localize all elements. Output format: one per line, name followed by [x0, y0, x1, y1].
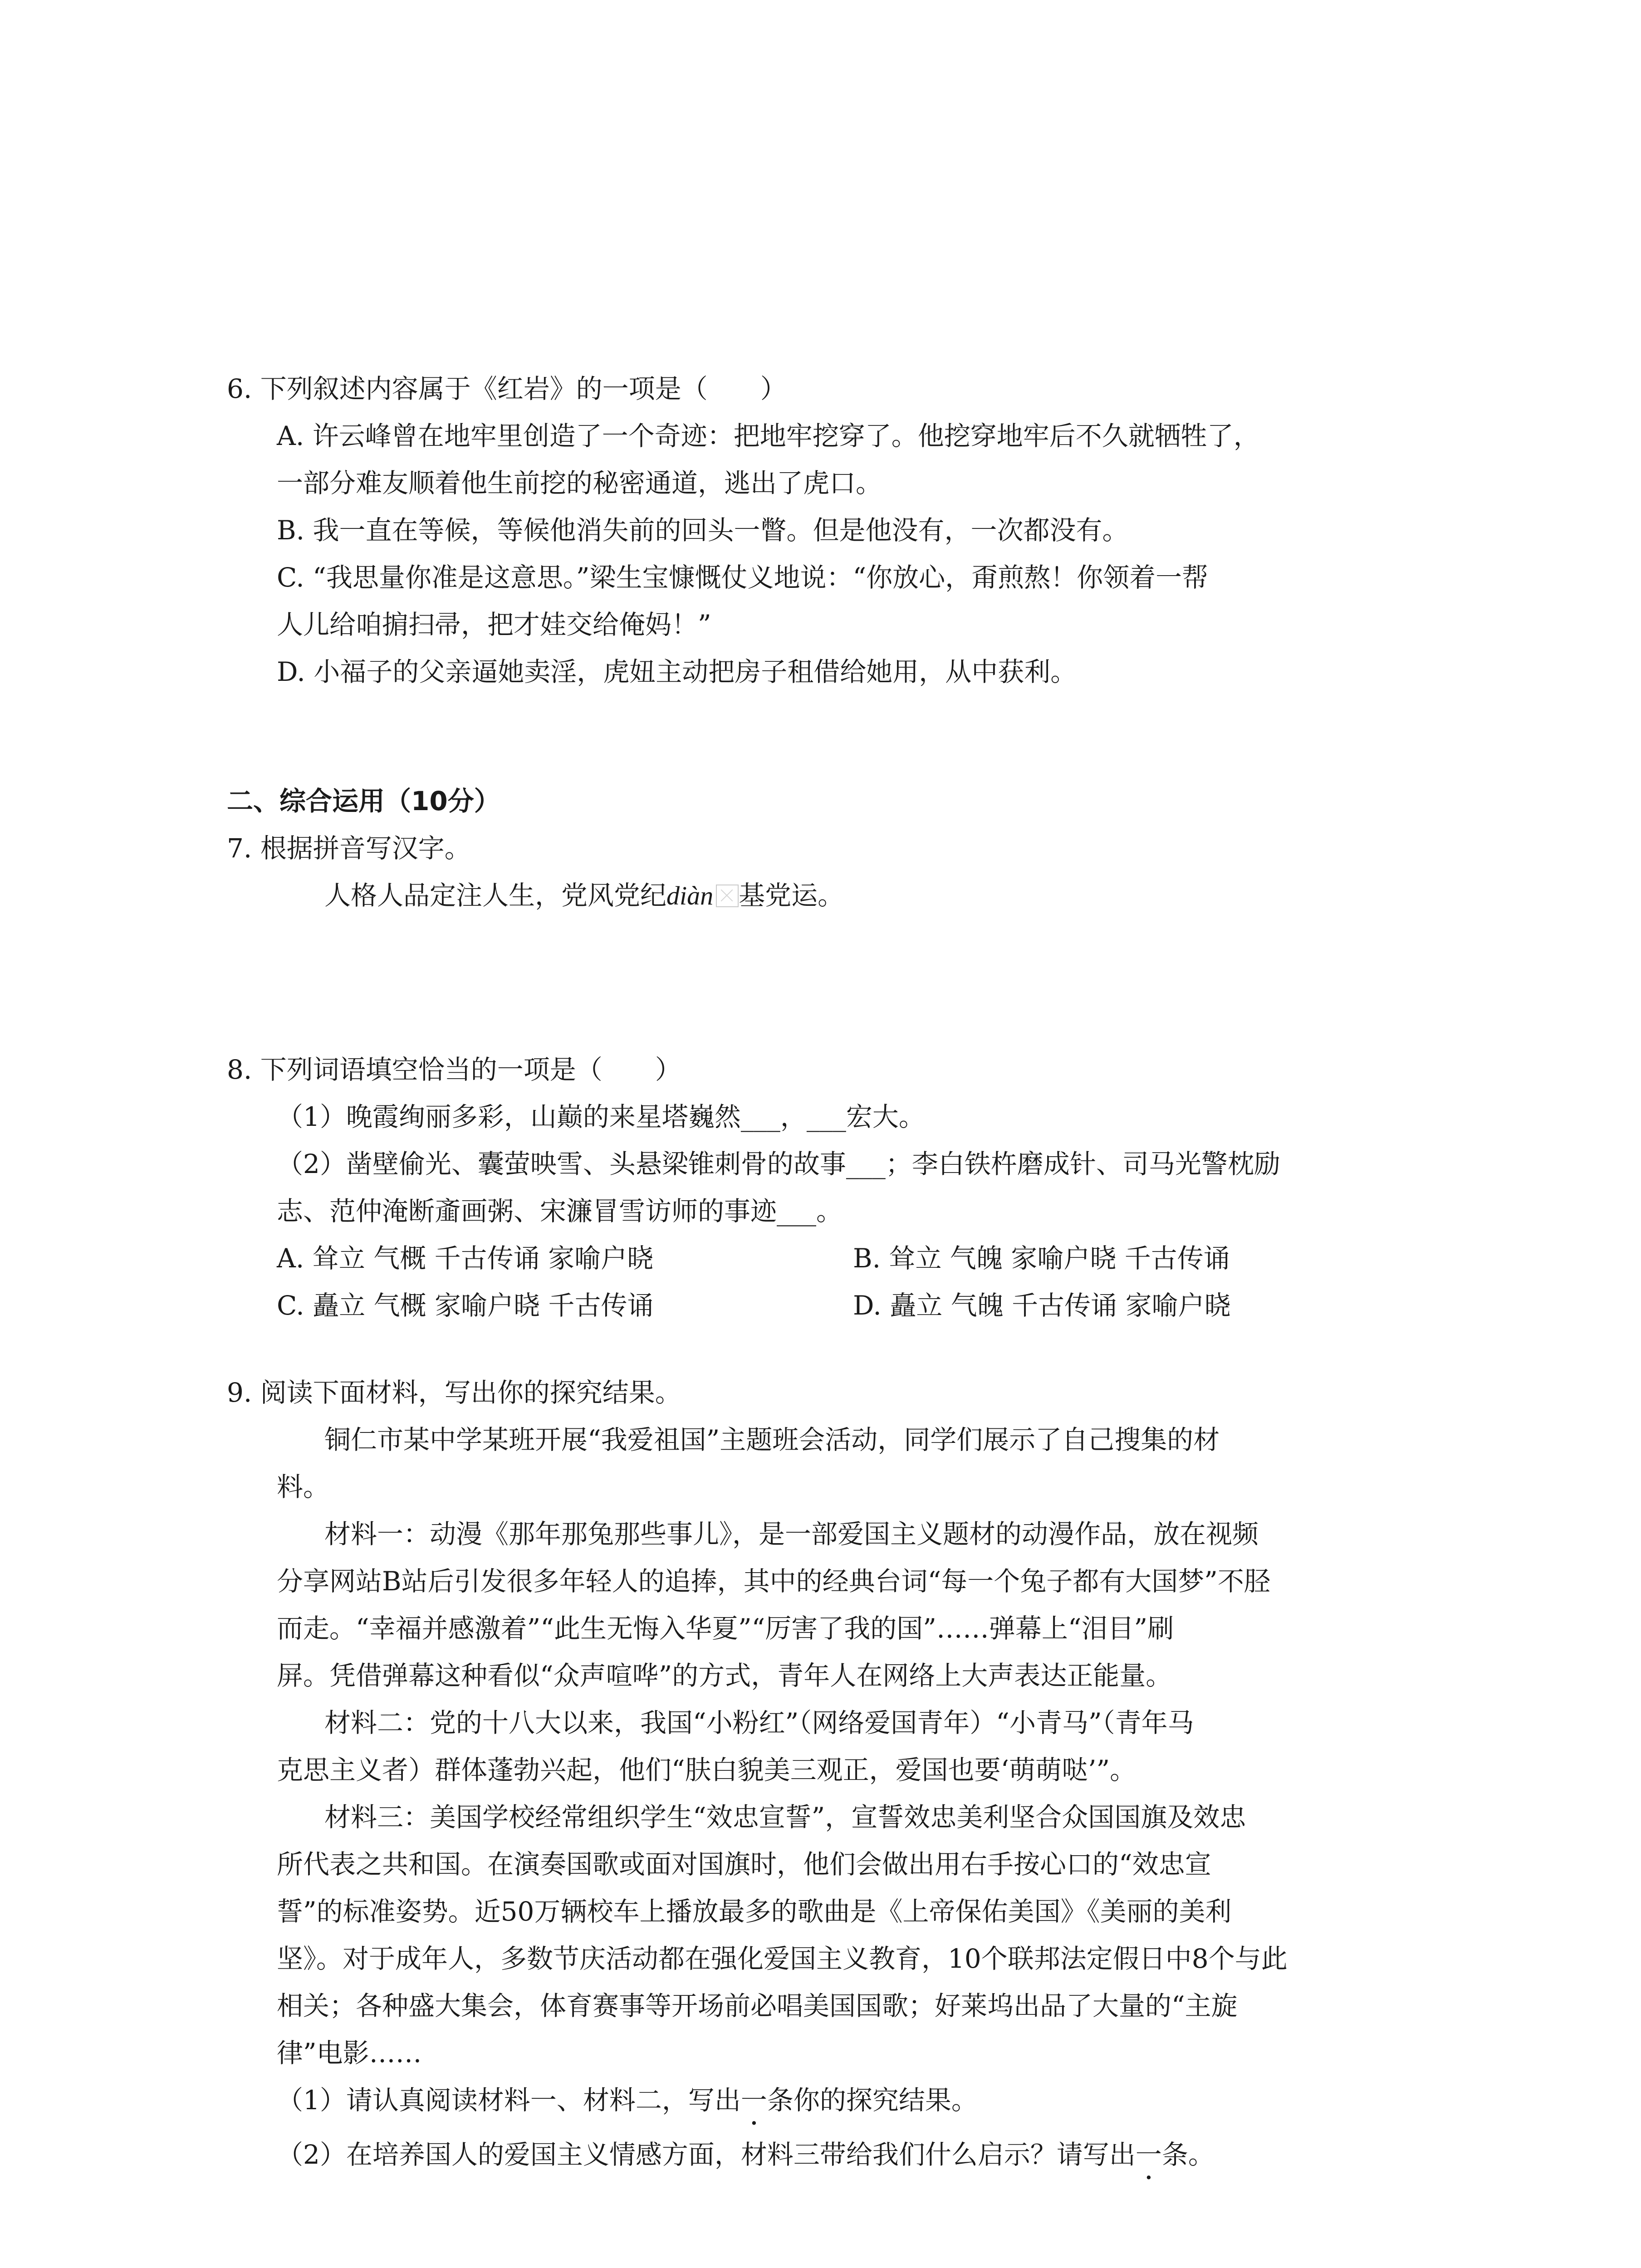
q9-material-3-line6: 律”电影…… [277, 2038, 422, 2068]
question-9 [227, 1369, 1452, 2185]
q9-stem: 9. 阅读下面材料，写出你的探究结果。 [227, 1377, 681, 1408]
q9-prompt-1 [227, 2077, 1452, 2131]
q7-text [227, 872, 1452, 919]
q7-text-after: 基党运。 [739, 880, 844, 911]
section-2-heading [227, 777, 1452, 825]
q9-prompt-2-emphasis: 一 [1135, 2139, 1162, 2170]
q9-material-1-line3: 而走。“幸福并感激着”“此生无悔入华夏”“厉害了我的国”……弹幕上“泪目”刷 [277, 1613, 1174, 1644]
q6-option-a-line1: A. 许云峰曾在地牢里创造了一个奇迹：把地牢挖穿了。他挖穿地牢后不久就牺牲了， [277, 420, 1260, 451]
q6-option-c-line2: 人儿给咱掮扫帚，把才娃交给俺妈！” [277, 609, 711, 640]
q9-material-3-line3: 誓”的标准姿势。近50万辆校车上播放最多的歌曲是《上帝保佑美国》《美丽的美利 [277, 1896, 1232, 1927]
q9-prompt-1-text: （1）请认真阅读材料一、材料二，写出 [277, 2085, 741, 2116]
q8-option-b: B. 耸立 气魄 家喻户晓 千古传诵 [853, 1243, 1230, 1274]
q6-stem: 6. 下列叙述内容属于《红岩》的一项是（ ） [227, 373, 787, 404]
q6-option-d: D. 小福子的父亲逼她卖淫，虎妞主动把房子租借给她用，从中获利。 [277, 656, 1077, 687]
q8-sentence-2-line2: 志、范仲淹断齑画粥、宋濂冒雪访师的事迹___。 [277, 1196, 843, 1227]
q7-pinyin: diàn [666, 881, 714, 910]
q8-options-row-2 [227, 1282, 1452, 1329]
q6-option-a-line2: 一部分难友顺着他生前挖的秘密通道，逃出了虎口。 [277, 468, 882, 499]
q9-material-1-line2: 分享网站B站后引发很多年轻人的追捧，其中的经典台词“每一个兔子都有大国梦”不胫 [277, 1566, 1270, 1597]
q9-intro-line2: 料。 [277, 1471, 330, 1502]
q9-material-2-line1: 材料二：党的十八大以来，我国“小粉红”（网络爱国青年）“小青马”（青年马 [324, 1707, 1194, 1738]
section-title: 二、综合运用（10分） [227, 786, 500, 816]
q9-material-1-line4: 屏。凭借弹幕这种看似“众声喧哗”的方式，青年人在网络上大声表达正能量。 [277, 1660, 1172, 1691]
q8-option-d: D. 矗立 气魄 千古传诵 家喻户晓 [853, 1290, 1231, 1321]
q9-prompt-1-text-end: 条你的探究结果。 [767, 2085, 978, 2116]
q8-sentence-2-line1: （2）凿壁偷光、囊萤映雪、头悬梁锥刺骨的故事___；李白铁杵磨成针、司马光警枕励 [277, 1149, 1280, 1179]
q8-option-a: A. 耸立 气概 千古传诵 家喻户晓 [277, 1243, 654, 1274]
q8-stem: 8. 下列词语填空恰当的一项是（ ） [227, 1054, 681, 1085]
question-7 [227, 825, 1452, 919]
q6-option-c-line1: C. “我思量你准是这意思。”梁生宝慷慨仗义地说：“你放心，甭煎熬！你领着一帮 [277, 562, 1209, 593]
question-6 [227, 365, 1452, 695]
q7-stem: 7. 根据拼音写汉字。 [227, 833, 471, 864]
q9-prompt-2-text-end: 条。 [1161, 2139, 1215, 2170]
q9-material-3-line5: 相关；各种盛大集会，体育赛事等开场前必唱美国国歌；好莱坞出品了大量的“主旋 [277, 1990, 1238, 2021]
q6-option-b: B. 我一直在等候，等候他消失前的回头一瞥。但是他没有，一次都没有。 [277, 515, 1129, 546]
q7-answer-blank-icon[interactable] [716, 885, 739, 907]
q9-intro-line1: 铜仁市某中学某班开展“我爱祖国”主题班会活动，同学们展示了自己搜集的材 [324, 1424, 1220, 1455]
q8-sentence-1: （1）晚霞绚丽多彩，山巅的来星塔巍然___，___宏大。 [277, 1101, 925, 1132]
q9-material-1-line1: 材料一：动漫《那年那兔那些事儿》，是一部爱国主义题材的动漫作品，放在视频 [324, 1519, 1259, 1549]
question-8 [227, 1046, 1452, 1329]
q9-material-3-line4: 坚》。对于成年人，多数节庆活动都在强化爱国主义教育，10个联邦法定假日中8个与此 [277, 1943, 1288, 1974]
q7-text-before: 人格人品定注人生，党风党纪 [324, 880, 667, 911]
q9-prompt-2-text: （2）在培养国人的爱国主义情感方面，材料三带给我们什么启示？请写出 [277, 2139, 1136, 2170]
q9-prompt-1-emphasis: 一 [740, 2085, 767, 2116]
q9-material-2-line2: 克思主义者）群体蓬勃兴起，他们“肤白貌美三观正，爱国也要‘萌萌哒’”。 [277, 1755, 1136, 1785]
q9-material-3-line2: 所代表之共和国。在演奏国歌或面对国旗时，他们会做出用右手按心口的“效忠宣 [277, 1849, 1211, 1880]
q9-prompt-2 [227, 2131, 1452, 2185]
q8-option-c: C. 矗立 气概 家喻户晓 千古传诵 [277, 1290, 654, 1321]
q9-material-3-line1: 材料三：美国学校经常组织学生“效忠宣誓”，宣誓效忠美利坚合众国国旗及效忠 [324, 1802, 1246, 1833]
q8-options-row-1 [227, 1235, 1452, 1282]
